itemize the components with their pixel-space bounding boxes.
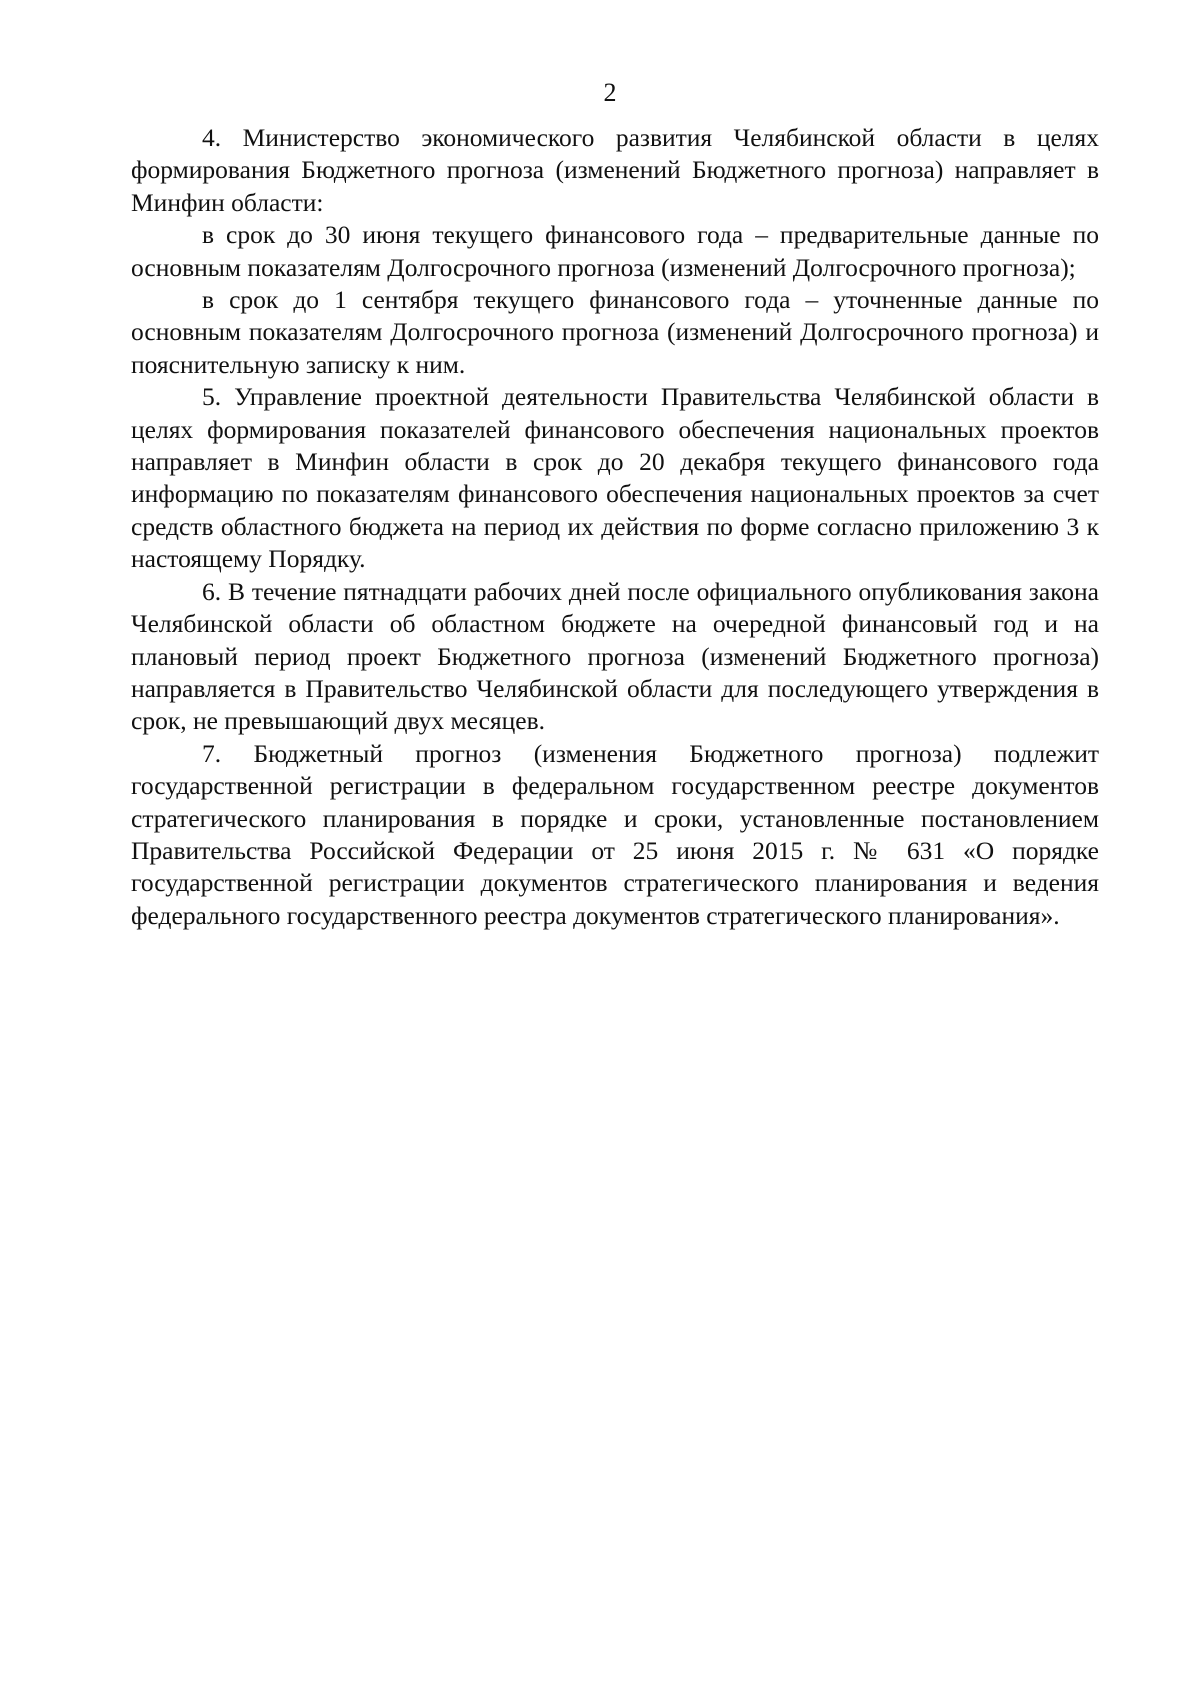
paragraph-4: 4. Министерство экономического развития Челябинской области в целях формирования Бюджетного прогноза (изменений Бюджетного прогноза) направляет в Минфин области: <box>131 123 1099 217</box>
paragraph-6: 6. В течение пятнадцати рабочих дней после официального опубликования закона Челябинской области об областном бюджете на очередной финансовый год и на плановый период проект Бюджетного прогноза (изменений Бюджетного прогноза) направляется в Правительство Челябинской области для последующего утверждения в срок, не превышающий двух месяцев. <box>131 576 1099 736</box>
paragraph-5: 5. Управление проектной деятельности Правительства Челябинской области в целях формирования показателей финансового обеспечения национальных проектов направляет в Минфин области в срок до 20 декабря текущего финансового года информацию по показателям финансового обеспечения национальных проектов за счет средств областного бюджета на период их действия по форме согласно приложению 3 к настоящему Порядку. <box>131 382 1099 574</box>
paragraph-7: 7. Бюджетный прогноз (изменения Бюджетного прогноза) подлежит государственной регистрации в федеральном государственном реестре документов стратегического планирования в порядке и сроки, установленные постановлением Правительства Российской Федерации от 25 июня 2015 г. № 631 «О порядке государственной регистрации документов стратегического планирования и ведения федерального государственного реестра документов стратегического планирования». <box>131 738 1099 930</box>
document-body <box>131 122 1099 932</box>
paragraph-4-deadline-september: в срок до 1 сентября текущего финансового года – уточненные данные по основным показателям Долгосрочного прогноза (изменений Долгосрочного прогноза) и пояснительную записку к ним. <box>131 285 1099 379</box>
page-number: 2 <box>603 78 617 107</box>
paragraph-4-deadline-june: в срок до 30 июня текущего финансового года – предварительные данные по основным показателям Долгосрочного прогноза (изменений Долгосрочного прогноза); <box>131 220 1099 282</box>
